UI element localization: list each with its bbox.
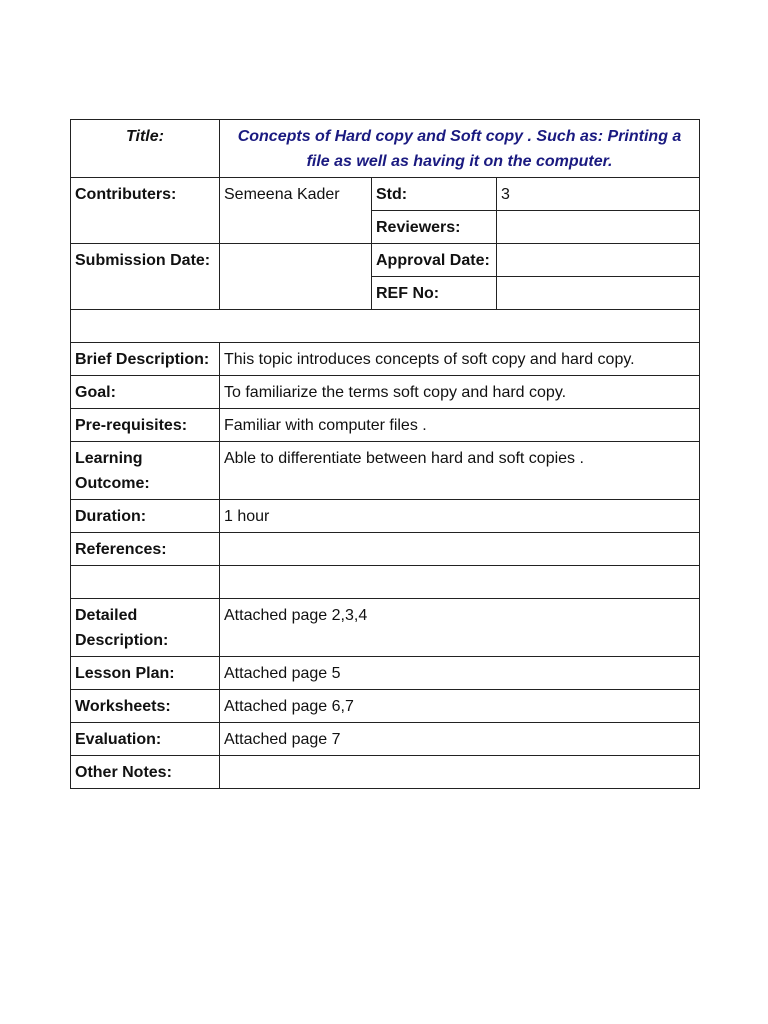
row-value <box>220 756 700 789</box>
row-label: Evaluation: <box>71 723 220 756</box>
contributors-row <box>71 178 700 211</box>
table-row <box>71 533 700 566</box>
approval-date-value <box>497 244 700 277</box>
row-value: To familiarize the terms soft copy and hard copy. <box>220 376 700 409</box>
std-value: 3 <box>497 178 700 211</box>
table-row <box>71 376 700 409</box>
row-label: Pre-requisites: <box>71 409 220 442</box>
ref-no-value <box>497 277 700 310</box>
row-label: Lesson Plan: <box>71 657 220 690</box>
row-label: Goal: <box>71 376 220 409</box>
row-label: Detailed Description: <box>71 599 220 657</box>
table-row <box>71 343 700 376</box>
std-label: Std: <box>372 178 497 211</box>
row-label: Worksheets: <box>71 690 220 723</box>
row-value: This topic introduces concepts of soft copy and hard copy. <box>220 343 700 376</box>
row-label: Duration: <box>71 500 220 533</box>
row-value: Familiar with computer files . <box>220 409 700 442</box>
row-value <box>220 533 700 566</box>
row-label: References: <box>71 533 220 566</box>
table-row <box>71 409 700 442</box>
spacer-cell <box>71 566 220 599</box>
ref-no-label: REF No: <box>372 277 497 310</box>
reviewers-label: Reviewers: <box>372 211 497 244</box>
row-value: Attached page 7 <box>220 723 700 756</box>
table-row <box>71 657 700 690</box>
submission-date-label: Submission Date: <box>71 244 220 310</box>
row-value: Attached page 2,3,4 <box>220 599 700 657</box>
row-value: Attached page 5 <box>220 657 700 690</box>
spacer-cell <box>220 566 700 599</box>
reviewers-value <box>497 211 700 244</box>
row-label: Brief Description: <box>71 343 220 376</box>
contributors-value: Semeena Kader <box>220 178 372 244</box>
lesson-form-table <box>70 119 700 789</box>
table-row <box>71 756 700 789</box>
contributors-label: Contributers: <box>71 178 220 244</box>
title-label: Title: <box>71 120 220 178</box>
spacer-cell <box>71 310 700 343</box>
table-row <box>71 723 700 756</box>
row-value: Able to differentiate between hard and soft copies . <box>220 442 700 500</box>
row-value: 1 hour <box>220 500 700 533</box>
approval-date-label: Approval Date: <box>372 244 497 277</box>
row-label: Learning Outcome: <box>71 442 220 500</box>
table-row <box>71 599 700 657</box>
table-row <box>71 442 700 500</box>
submission-date-value <box>220 244 372 310</box>
submission-row <box>71 244 700 277</box>
spacer-row <box>71 310 700 343</box>
spacer-row <box>71 566 700 599</box>
title-row <box>71 120 700 178</box>
table-row <box>71 500 700 533</box>
table-row <box>71 690 700 723</box>
row-value: Attached page 6,7 <box>220 690 700 723</box>
title-value: Concepts of Hard copy and Soft copy . Such as: Printing a file as well as having it on the computer. <box>220 120 700 178</box>
row-label: Other Notes: <box>71 756 220 789</box>
